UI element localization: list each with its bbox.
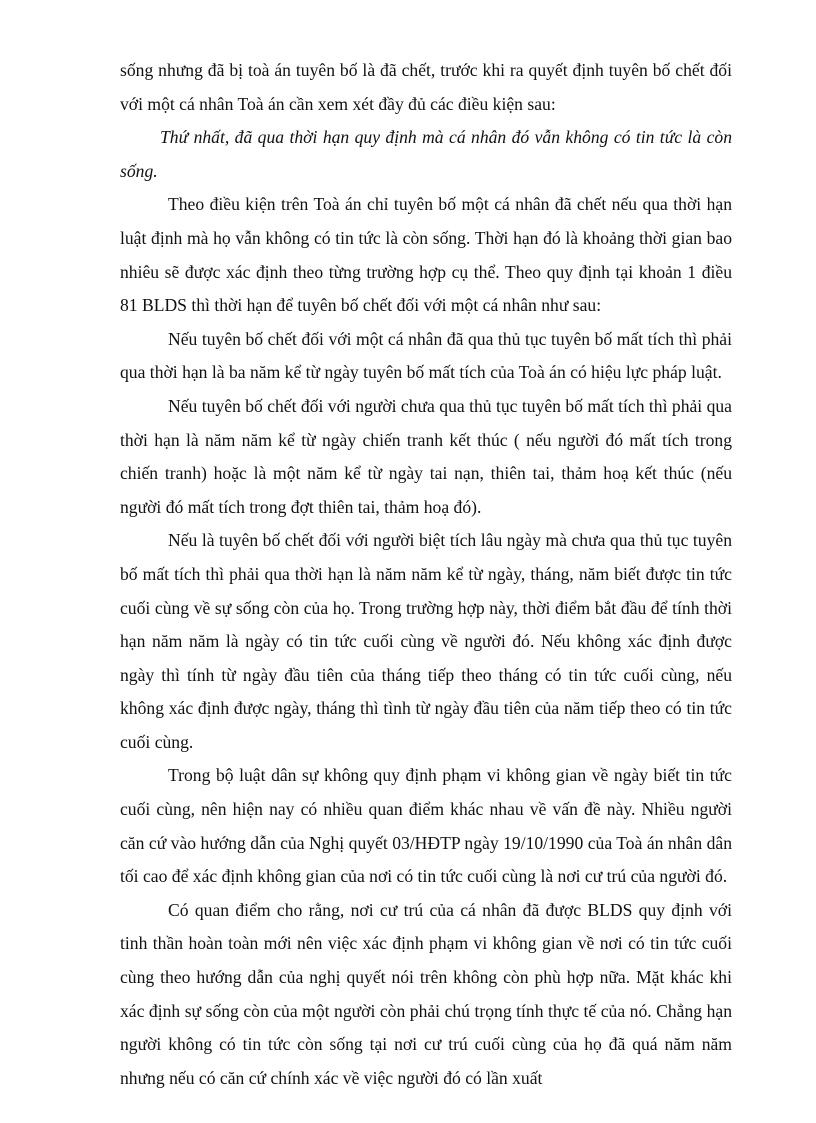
paragraph-6: Nếu là tuyên bố chết đối với người biệt tích lâu ngày mà chưa qua thủ tục tuyên bố mất tích thì phải qua thời hạn là năm năm kể từ ngày, tháng, năm biết được tin tức cuối cùng về sự sống còn của họ. Trong trường hợp này, thời điểm bắt đầu để tính thời hạn năm năm là ngày có tin tức cuối cùng về người đó. Nếu không xác định được ngày thì tính từ ngày đầu tiên của tháng tiếp theo tháng có tin tức cuối cùng, nếu không xác định được ngày, tháng thì tình từ ngày đầu tiên của năm tiếp theo có tin tức cuối cùng. <box>120 530 732 752</box>
paragraph-5: Nếu tuyên bố chết đối với người chưa qua thủ tục tuyên bố mất tích thì phải qua thời hạn là năm năm kể từ ngày chiến tranh kết thúc ( nếu người đó mất tích trong chiến tranh) hoặc là một năm kể từ ngày tai nạn, thiên tai, thảm hoạ kết thúc (nếu người đó mất tích trong đợt thiên tai, thảm hoạ đó). <box>120 395 732 517</box>
paragraph-2-italic: Thứ nhất, đã qua thời hạn quy định mà cá nhân đó vẫn không có tin tức là còn sống. <box>120 127 732 181</box>
document-body <box>120 54 732 1095</box>
paragraph-1: sống nhưng đã bị toà án tuyên bố là đã chết, trước khi ra quyết định tuyên bố chết đối với một cá nhân Toà án cần xem xét đầy đủ các điều kiện sau: <box>120 60 732 114</box>
paragraph-3: Theo điều kiện trên Toà án chỉ tuyên bố một cá nhân đã chết nếu qua thời hạn luật định mà họ vẫn không có tin tức là còn sống. Thời hạn đó là khoảng thời gian bao nhiêu sẽ được xác định theo từng trường hợp cụ thể. Theo quy định tại khoản 1 điều 81 BLDS thì thời hạn để tuyên bố chết đối với một cá nhân như sau: <box>120 194 732 316</box>
paragraph-4: Nếu tuyên bố chết đối với một cá nhân đã qua thủ tục tuyên bố mất tích thì phải qua thời hạn là ba năm kể từ ngày tuyên bố mất tích của Toà án có hiệu lực pháp luật. <box>120 328 732 383</box>
paragraph-7: Trong bộ luật dân sự không quy định phạm vi không gian về ngày biết tin tức cuối cùng, nên hiện nay có nhiều quan điểm khác nhau về vấn đề này. Nhiều người căn cứ vào hướng dẫn của Nghị quyết 03/HĐTP ngày 19/10/1990 của Toà án nhân dân tối cao để xác định không gian của nơi có tin tức cuối cùng là nơi cư trú của người đó. <box>120 765 732 887</box>
paragraph-8: Có quan điểm cho rằng, nơi cư trú của cá nhân đã được BLDS quy định với tinh thần hoàn toàn mới nên việc xác định phạm vi không gian về nơi có tin tức cuối cùng theo hướng dẫn của nghị quyết nói trên không còn phù hợp nữa. Mặt khác khi xác định sự sống còn của một người còn phải chú trọng tính thực tế của nó. Chẳng hạn người không có tin tức còn sống tại nơi cư trú cuối cùng của họ đã quá năm năm nhưng nếu có căn cứ chính xác về việc người đó có lần xuất <box>120 899 732 1088</box>
